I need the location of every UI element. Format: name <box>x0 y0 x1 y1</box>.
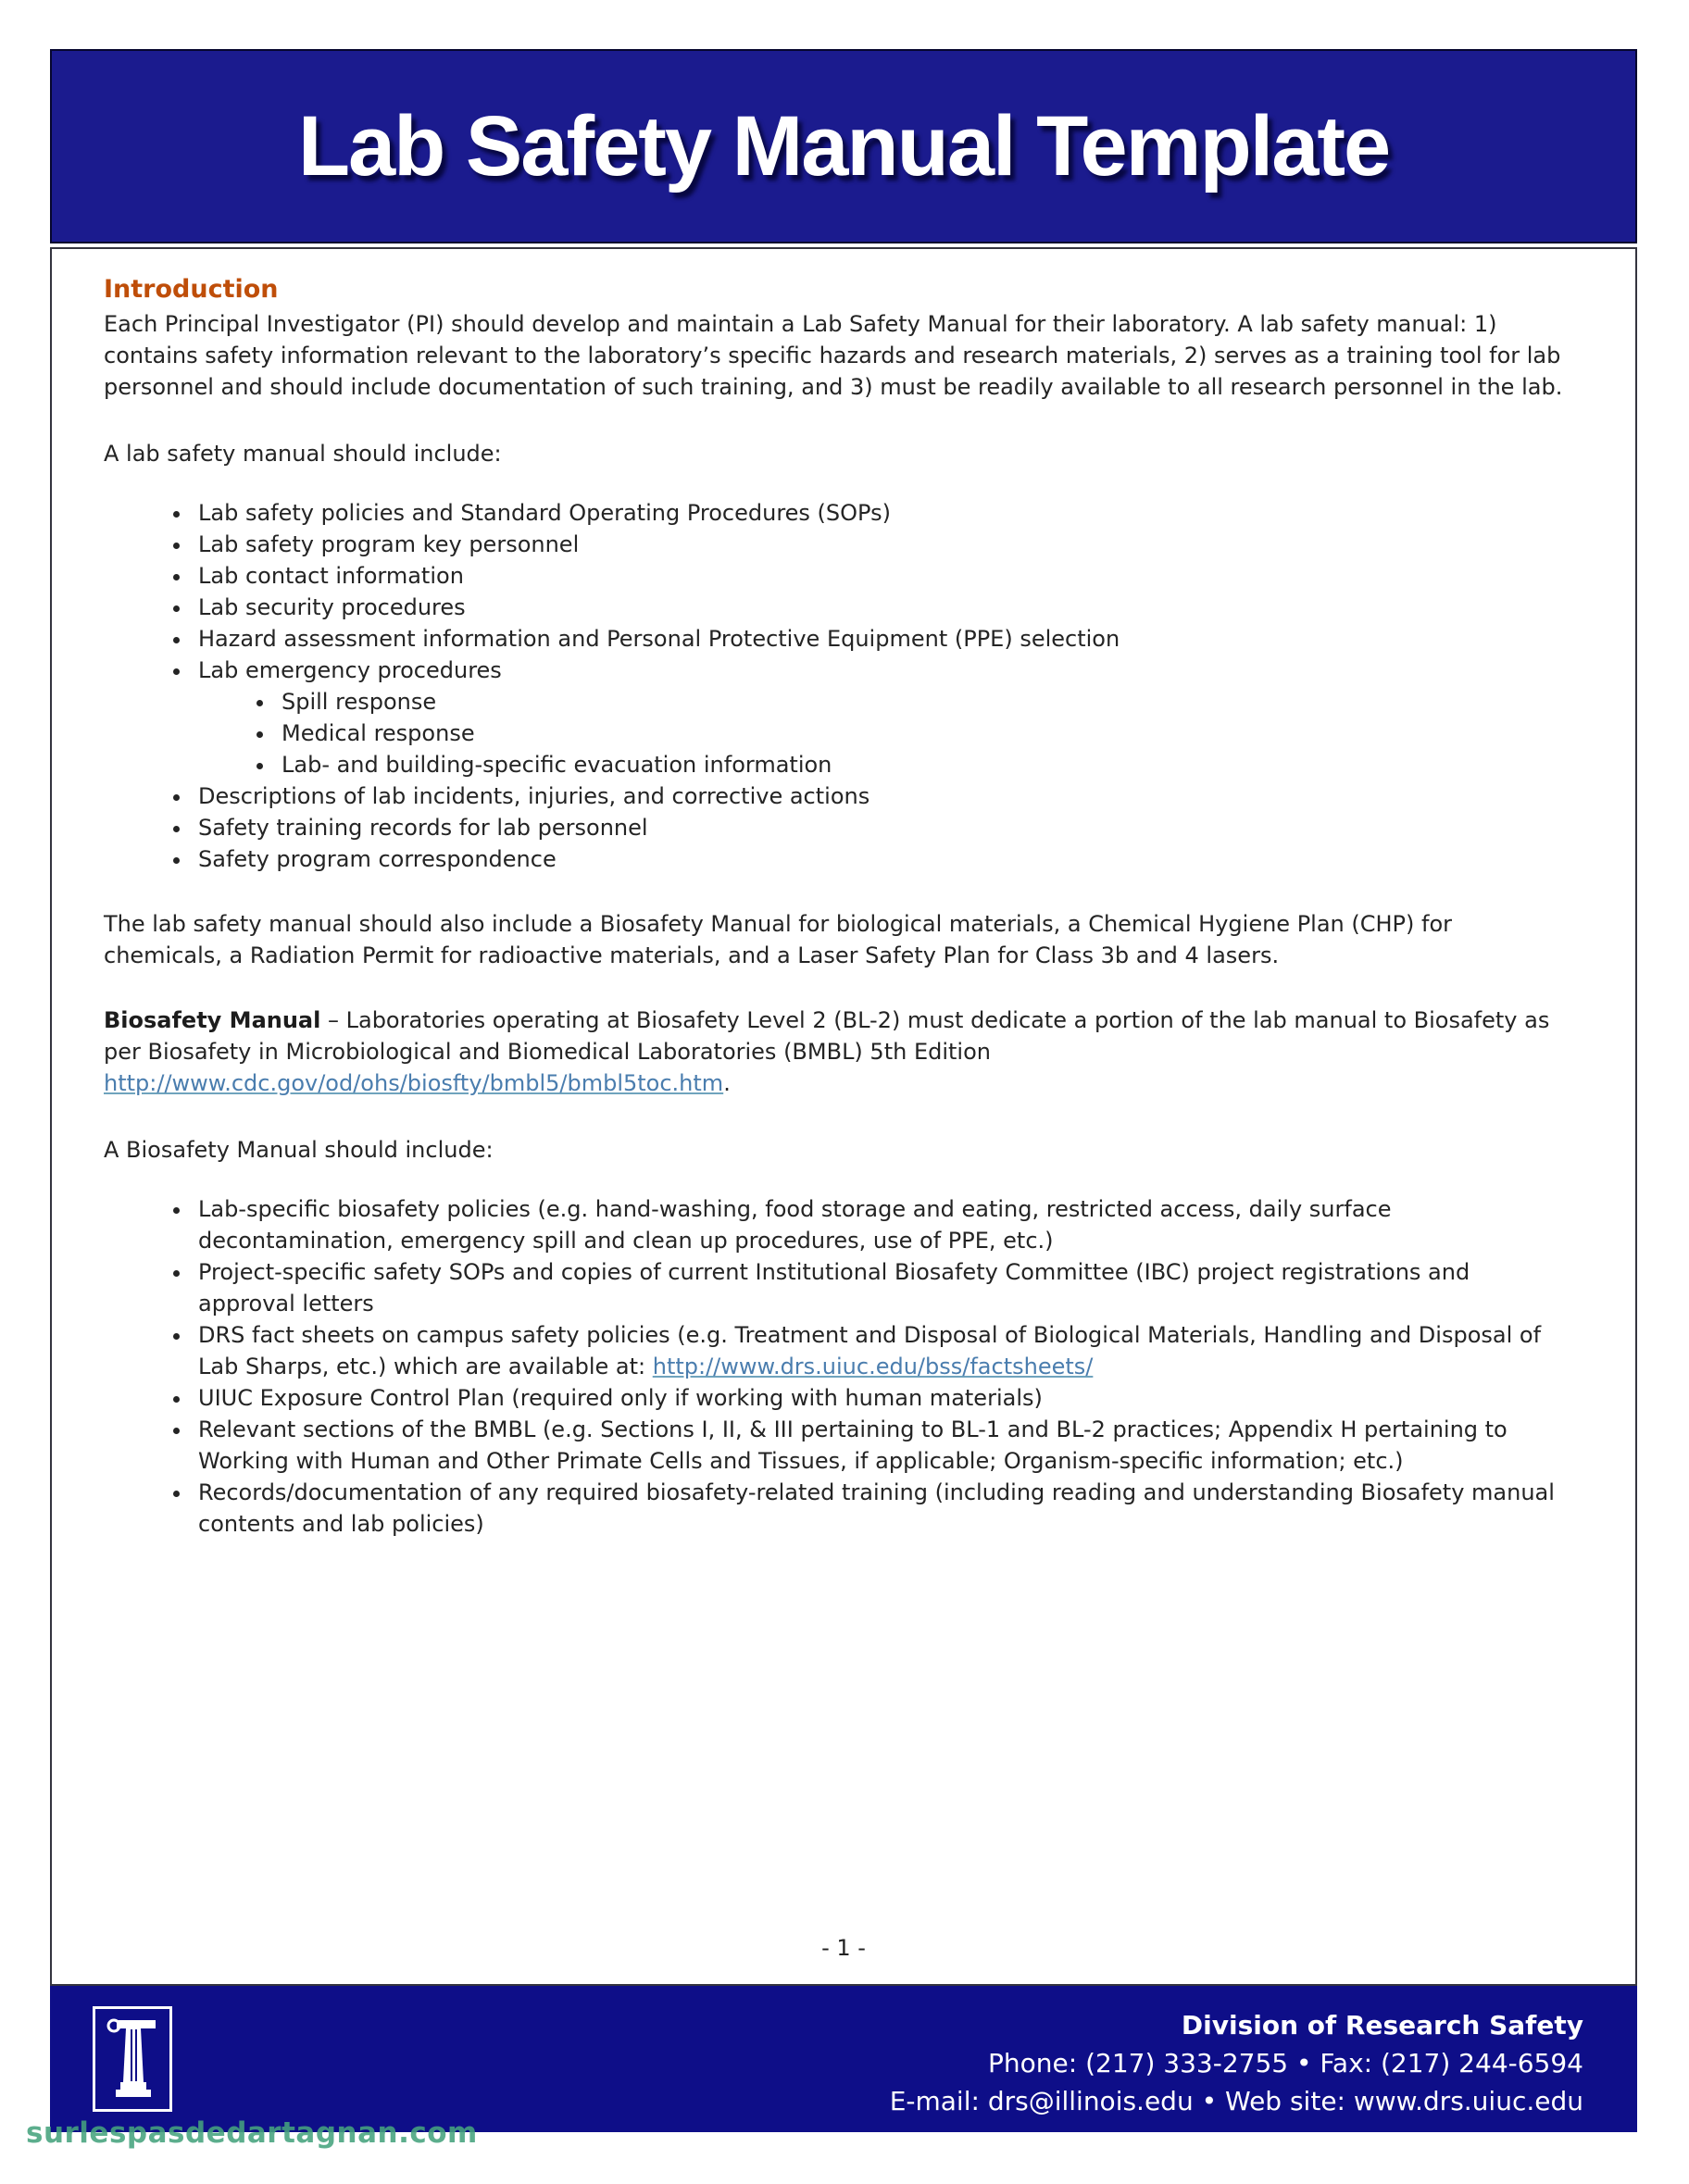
list-item <box>193 1193 1570 1256</box>
list-item-text: Records/documentation of any required biosafety-related training (including reading and understanding Biosafety manual contents and lab policies) <box>198 1479 1555 1537</box>
list-item <box>193 1477 1570 1540</box>
biosafety-manual-bold-label: Biosafety Manual <box>104 1007 321 1033</box>
list-item <box>193 655 1570 780</box>
list-item <box>193 529 1570 560</box>
title-banner <box>50 49 1637 243</box>
list-item <box>193 1319 1570 1382</box>
list-item <box>193 1414 1570 1477</box>
footer-org-name: Division of Research Safety <box>1181 2010 1583 2040</box>
list-item <box>193 592 1570 623</box>
biosafety-list-lead: A Biosafety Manual should include: <box>104 1137 494 1163</box>
biosafety-paragraph <box>104 1005 1570 1099</box>
list-item <box>193 1256 1570 1319</box>
cdc-bmbl-link[interactable]: http://www.cdc.gov/od/ohs/biosfty/bmbl5/bmbl5toc.htm <box>104 1070 724 1096</box>
lab-manual-list-lead: A lab safety manual should include: <box>104 441 502 467</box>
list-item-text: UIUC Exposure Control Plan (required only if working with human materials) <box>198 1385 1043 1411</box>
illinois-column-i-logo-icon <box>93 2006 172 2112</box>
list-item <box>193 1382 1570 1414</box>
footer-phone-line: Phone: (217) 333-2755 • Fax: (217) 244-6594 <box>988 2048 1583 2078</box>
list-item <box>193 812 1570 843</box>
list-item-text: Relevant sections of the BMBL (e.g. Sections I, II, & III pertaining to BL-1 and BL-2 practices; Appendix H pertaining to Working with Human and Other Primate Cells and Tissues, if applicable; Organism-specific information; etc.) <box>198 1416 1508 1474</box>
biosafety-paragraph-text: – Laboratories operating at Biosafety Level 2 (BL-2) must dedicate a portion of the lab manual to Biosafety as per Biosafety in Microbiological and Biomedical Laboratories (BMBL) 5th Edition <box>104 1007 1550 1065</box>
watermark-text: surlespasdedartagnan.com <box>26 2116 478 2150</box>
list-item-text: Hazard assessment information and Personal Protective Equipment (PPE) selection <box>198 626 1120 652</box>
list-item-text: Lab safety program key personnel <box>198 531 580 557</box>
list-item-text: Lab safety policies and Standard Operating Procedures (SOPs) <box>198 500 891 526</box>
list-item <box>193 780 1570 812</box>
list-item <box>193 623 1570 655</box>
footer-bar <box>50 1986 1637 2132</box>
list-item-text: Lab contact information <box>198 563 464 589</box>
list-item-text: DRS fact sheets on campus safety policies (e.g. Treatment and Disposal of Biological Materials, Handling and Disposal of Lab Sharps, etc.) which are available at: <box>198 1322 1542 1379</box>
introduction-paragraph: Each Principal Investigator (PI) should develop and maintain a Lab Safety Manual for their laboratory. A lab safety manual: 1) contains safety information relevant to the laboratory’s specific hazards and research materials, 2) serves as a training tool for lab personnel and should include documentation of such training, and 3) must be readily available to all research personnel in the lab. <box>104 311 1563 400</box>
also-include-paragraph: The lab safety manual should also include a Biosafety Manual for biological materials, a Chemical Hygiene Plan (CHP) for chemicals, a Radiation Permit for radioactive materials, and a Laser Safety Plan for Class 3b and 4 lasers. <box>104 911 1453 968</box>
sub-list <box>198 686 1570 780</box>
lab-manual-list <box>104 497 1570 875</box>
drs-factsheets-link[interactable]: http://www.drs.uiuc.edu/bss/factsheets/ <box>652 1354 1094 1379</box>
list-item <box>193 843 1570 875</box>
list-item-text: Project-specific safety SOPs and copies of current Institutional Biosafety Committee (IBC) project registrations and approval letters <box>198 1259 1470 1317</box>
introduction-heading: Introduction <box>104 275 279 304</box>
sub-list-item: • Spill response <box>276 686 1570 718</box>
list-item <box>193 497 1570 529</box>
list-item-text: Safety program correspondence <box>198 846 557 872</box>
page-number: - 1 - <box>821 1935 866 1961</box>
list-item-text: Lab security procedures <box>198 594 466 620</box>
sub-list-item: • Lab- and building-specific evacuation information <box>276 749 1570 780</box>
footer-email-line: E-mail: drs@illinois.edu • Web site: www.drs.uiuc.edu <box>889 2086 1583 2116</box>
list-item-text: Lab emergency procedures <box>198 657 502 683</box>
content-box <box>50 247 1637 1986</box>
biosafety-paragraph-period: . <box>723 1070 731 1096</box>
list-item-text: Descriptions of lab incidents, injuries, and corrective actions <box>198 783 870 809</box>
list-item-text: Safety training records for lab personnel <box>198 815 648 841</box>
list-item-text: Lab-specific biosafety policies (e.g. hand-washing, food storage and eating, restricted access, daily surface decontamination, emergency spill and clean up procedures, use of PPE, etc.) <box>198 1196 1392 1254</box>
list-item <box>193 560 1570 592</box>
biosafety-list <box>104 1193 1570 1540</box>
document-title: Lab Safety Manual Template <box>297 98 1390 193</box>
footer-contact-block <box>890 2006 1583 2120</box>
sub-list-item: • Medical response <box>276 718 1570 749</box>
